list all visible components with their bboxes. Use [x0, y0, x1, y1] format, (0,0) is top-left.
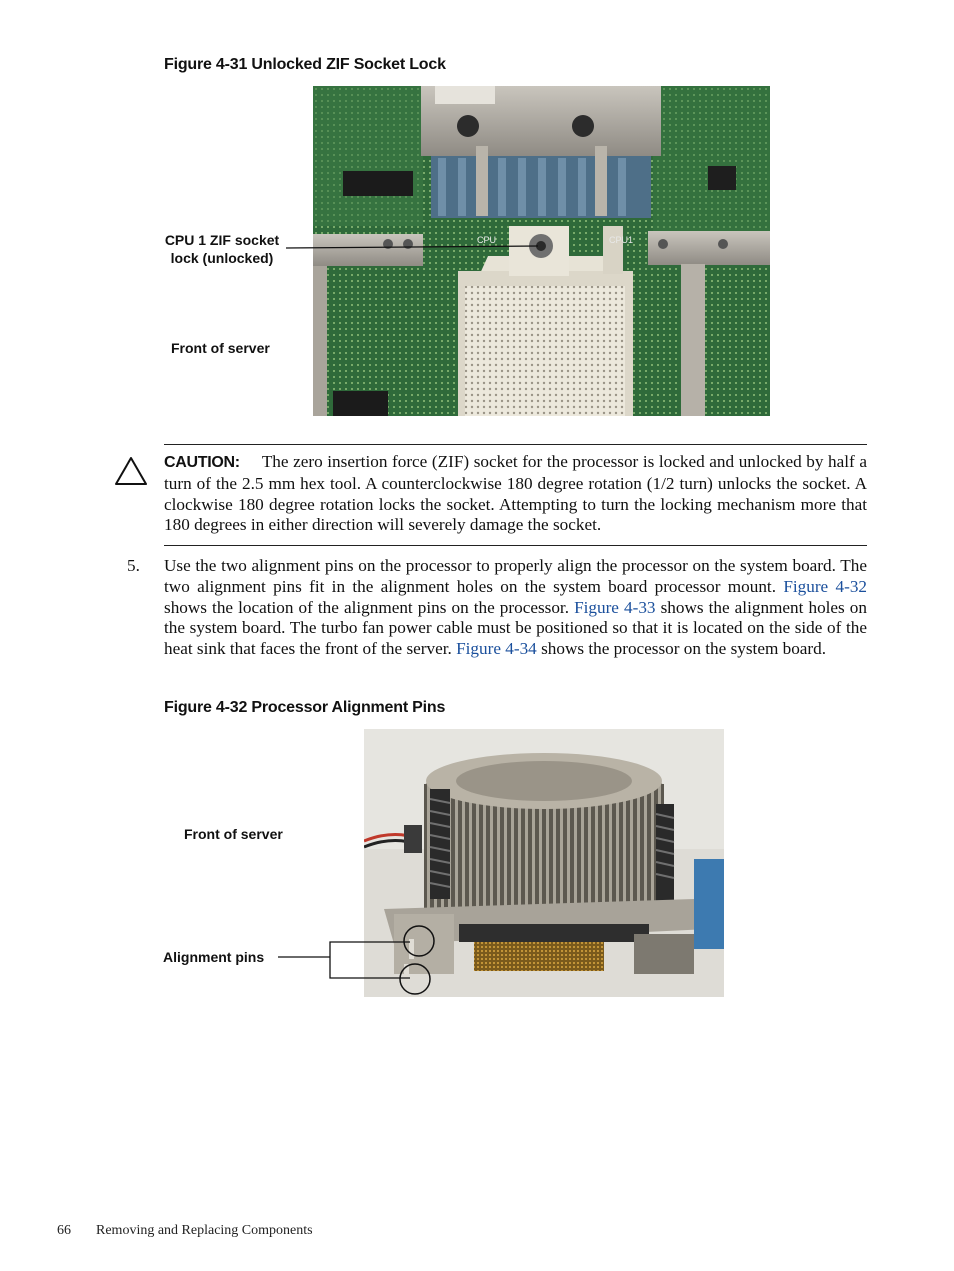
link-figure-4-33[interactable]: Figure 4-33 — [574, 597, 656, 617]
step-text-c: shows the alignment holes on the system board. The turbo fan power cable must be positioned so that it is located on the side of the heat sink that faces the front of the server. — [164, 597, 867, 659]
photo-label-cpu: CPU — [477, 235, 497, 245]
link-figure-4-32[interactable]: Figure 4-32 — [783, 576, 868, 596]
step-number: 5. — [127, 556, 140, 575]
caution-bottom-rule — [164, 545, 867, 546]
figure-4-32-caption: Figure 4-32 Processor Alignment Pins — [164, 699, 446, 716]
page-number: 66 — [57, 1223, 71, 1238]
step-text-d: shows the processor on the system board. — [536, 639, 827, 659]
alignment-pins-bracket — [270, 920, 445, 1000]
figure-4-31-caption: Figure 4-31 Unlocked ZIF Socket Lock — [164, 56, 446, 73]
alignment-pin-circle-bottom — [400, 964, 430, 994]
photo-label-cpu1: CPU1 — [609, 235, 634, 245]
callout-front-of-server: Front of server — [171, 340, 270, 356]
caution-label: CAUTION: — [164, 454, 240, 471]
link-figure-4-34[interactable]: Figure 4-34 — [456, 639, 537, 659]
caution-top-rule — [164, 444, 867, 445]
callout-front-of-server-2: Front of server — [184, 826, 283, 842]
callout-zif-lock-line1: CPU 1 ZIF socket — [164, 232, 280, 248]
caution-icon — [114, 456, 148, 486]
step-5-paragraph — [164, 556, 867, 660]
step-text-b: shows the location of the alignment pins on the processor. — [164, 597, 575, 617]
alignment-pin-circle-top — [404, 926, 434, 956]
footer-section-title: Removing and Replacing Components — [96, 1223, 313, 1238]
callout-zif-lock — [150, 231, 294, 267]
callout-zif-lock-leader — [286, 238, 546, 258]
caution-box — [164, 452, 867, 536]
callout-alignment-pins: Alignment pins — [163, 949, 265, 965]
caution-text: The zero insertion force (ZIF) socket for the processor is locked and unlocked by half a turn of the 2.5 mm hex tool. A counterclockwise 180 degree rotation (1/2 turn) unlocks the socket. A clockwise 180 degree rotation locks the socket. Attempting to turn the locking mechanism more that 180 degrees in either direction will severely damage the socket. — [164, 452, 867, 535]
step-text-a: Use the two alignment pins on the processor to properly align the processor on the system board. The two alignment pins fit in the alignment holes on the system board processor mount. — [164, 556, 867, 596]
callout-zif-lock-line2: lock (unlocked) — [170, 250, 274, 266]
